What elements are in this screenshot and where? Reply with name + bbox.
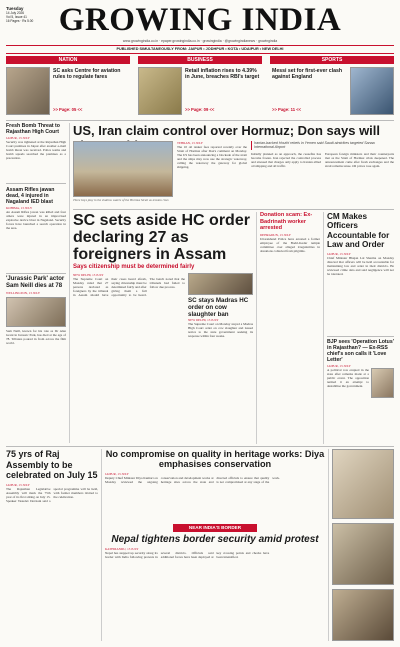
side-ad xyxy=(332,449,394,641)
teaser-tag: BUSINESS xyxy=(138,56,262,64)
bjp-headline: BJP sees 'Operation Lotus' in Rajasthan? — Ex-RSS chief's son calls it 'Love Letter' xyxy=(327,339,394,363)
column-rule xyxy=(101,449,102,641)
teaser-headline: Retail inflation rises to 4.39% in June, breaches RBI's target xyxy=(185,68,260,81)
epaper-link[interactable]: epaper.growingindia.co.in xyxy=(161,39,200,43)
teaser-image xyxy=(138,67,182,115)
issue-date: 14 July 2026 xyxy=(6,11,25,15)
masthead-rule xyxy=(6,45,394,46)
madras-headline: SC stays Madras HC order on cow slaughter ban xyxy=(188,297,249,318)
cm-dateline: JAIPUR, 13 JULY xyxy=(327,251,351,256)
teaser-rule xyxy=(6,120,394,121)
side-photo xyxy=(332,523,394,585)
column-rule xyxy=(323,212,324,444)
lead-col-1 xyxy=(177,141,247,205)
madras-photo xyxy=(188,273,253,295)
lead-rule xyxy=(73,209,394,210)
border-label: NEAR INDIA'S BORDER xyxy=(173,524,257,532)
article-headline: Fresh Bomb Threat to Rajasthan High Court xyxy=(6,123,60,135)
donation-block xyxy=(260,212,320,427)
side-photo xyxy=(332,589,394,641)
donation-body: Uttarakhand Police have arrested a former employee of the Badri-Kedar temple committee over alleged irregularities in donations collected from pilgrims. xyxy=(260,236,320,253)
lead-body: Initially planned as an approach, the ceasefire has become frozen. Iran rejected the controlled process and stressed that charges only apply to Iranian allied oil shipping and all traffic. xyxy=(251,151,321,169)
cm-block xyxy=(327,212,394,336)
lead-dateline: TEHRAN, 13 JULY xyxy=(177,141,203,145)
teaser-page: >> Page: 11 << xyxy=(272,107,302,112)
column-rule xyxy=(69,123,70,443)
border-body: Nepal has stepped up security along its border with India following protests in several districts. Officials said additional forces have been deployed at key crossing points and checks have been intensified. xyxy=(105,551,270,560)
teaser-tag: NATION xyxy=(6,56,130,64)
side-photo xyxy=(332,449,394,519)
assam-subhead: Says citizenship must be determined fairly xyxy=(73,264,195,270)
madras-block xyxy=(188,273,253,432)
lead-body: The 10 oil tanker fees reported recently over the Strait of Hormuz after Don's comment on Monday. The US has been announcing a blockade of the strait and the ships may now use the strategic waterway, calling the waterway the gateway for global shipping. xyxy=(177,145,247,170)
website-link[interactable]: www.growingindia.co.in xyxy=(122,39,159,43)
bjp-dateline: JAIPUR, 13 JULY xyxy=(327,364,351,368)
article-body: Security was tightened at the Rajasthan High Court premises in Jaipur after another e-mail bomb threat was received. Police teams and bomb squads searched the premises as a precaution. xyxy=(6,140,66,161)
lead-photo xyxy=(73,141,173,197)
teaser-sports[interactable] xyxy=(270,56,394,118)
assam-dateline: NEW DELHI, 13 JULY xyxy=(73,273,104,277)
newspaper-title: GROWING INDIA xyxy=(58,2,342,38)
divider xyxy=(6,183,66,184)
border-block xyxy=(105,524,325,635)
quality-block xyxy=(105,449,325,520)
teaser-nation[interactable] xyxy=(6,56,130,118)
assam-body: The Supreme Court on Monday ruled that 27 persons declared as foreigners by the tribunal in Assam should have their cases heard afresh, saying citizenship must be determined fairly and after giving them a full opportunity to be heard. The bench noted that the tribunals had failed to follow due process. xyxy=(73,277,185,298)
border-dateline: KATHMANDU, 13 JULY xyxy=(105,547,139,551)
teaser-tag: SPORTS xyxy=(270,56,394,64)
issue-pages: 16 Pages · Rs 5.00 xyxy=(6,19,34,23)
teaser-image xyxy=(350,67,394,115)
border-headline: Nepal tightens border security amid protest xyxy=(111,534,319,545)
article-body: Sam Neill, known for his role as Dr Alan Grant in Jurassic Park, has died at the age of 78. Tributes poured in from across the film world. xyxy=(6,329,66,346)
article-dateline: KOHIMA, 13 JULY xyxy=(6,205,33,210)
madras-body: The Supreme Court on Monday stayed a Madras High Court order on cow slaughter and issued notice to the state government seeking its response within four weeks. xyxy=(188,322,253,339)
quality-dateline: JAIPUR, 13 JULY xyxy=(105,471,129,476)
contact-bar: www.growingindia.co.in · epaper.growingindia.co.in · growingindia · @growingindianews · growingindia xyxy=(122,39,278,43)
assam-body-block xyxy=(73,273,185,429)
teaser-headline: Messi set for first-ever clash against England xyxy=(272,68,343,81)
editions-line: PUBLISHED SIMULTANEOUSLY FROM: JAIPUR • JODHPUR • KOTA • UDAIPUR • NEW DELHI xyxy=(116,47,284,51)
teaser-headline: SC asks Centre for aviation rules to regulate fares xyxy=(53,68,121,81)
cm-headline: CM Makes Officers Accountable for Law and Order xyxy=(327,212,390,250)
donation-title: Donation scam: Ex-Badrinath worker arrested xyxy=(260,212,313,231)
lead-headline: US, Iran claim control over Hormuz; Don says will xyxy=(73,123,381,138)
assembly-dateline: JAIPUR, 13 JULY xyxy=(6,482,30,487)
assembly-block xyxy=(6,449,98,637)
cm-rule xyxy=(327,336,394,337)
article-headline: 'Jurassic Park' actor Sam Neill dies at 78 xyxy=(6,276,65,290)
column-rule xyxy=(256,212,257,444)
bjp-photo xyxy=(371,368,394,398)
editions-rule xyxy=(6,53,394,54)
instagram-link[interactable]: growingindia xyxy=(258,39,278,43)
bottom-rule xyxy=(6,446,394,447)
assam-headline: SC sets aside HC order declaring 27 as foreigners in Assam xyxy=(73,212,250,263)
twitter-link[interactable]: @growingindianews xyxy=(224,39,256,43)
quality-body: Deputy Chief Minister Diya Kumari on Monday reviewed the ongoing conservation and development works at heritage sites across the state and directed officials to ensure that quality is not compromised at any stage of the work. xyxy=(105,475,280,484)
lead-image-block xyxy=(73,141,173,202)
bjp-body: A political row erupted in the state after remarks made at a public event. The opposition termed it an attempt to destabilise the government. xyxy=(327,368,369,389)
teaser-strip xyxy=(6,56,394,118)
cm-body: Chief Minister Bhajan Lal Sharma on Monday directed that officers will be held accountable for maintaining law and order in their districts. He reviewed crime data and said negligence will not be tolerated. xyxy=(327,255,394,276)
assembly-headline: 75 yrs of Raj Assembly to be celebrated on July 15 xyxy=(6,449,98,480)
left-column xyxy=(6,123,66,443)
issue-volume: Vol 5, Issue 41 xyxy=(6,15,27,19)
article-headline: Assam Rifles jawan dead, 4 injured in Nagaland IED blast xyxy=(6,186,55,205)
donation-dateline: DEHRADUN, 13 JULY xyxy=(260,232,291,237)
quality-headline: No compromise on quality in heritage works: Diya emphasises conservation xyxy=(105,449,325,470)
article-dateline: WELLINGTON, 13 JULY xyxy=(6,291,41,296)
assembly-body: The Rajasthan Legislative Assembly will mark the 75th year of its first sitting on July 15. Speaker Vasudev Devnani said a special programme will be held, with former members invited to the celebration. xyxy=(6,486,98,503)
teaser-page: >> Page: 05 << xyxy=(53,107,83,112)
lead-subcaption: Iranian-backed Houthi rebels in Yemen said Saudi airstrikes targeted Sanaa International Airport xyxy=(251,141,394,150)
facebook-link[interactable]: growingindia xyxy=(202,39,222,43)
article-body: An Assam Rifles jawan was killed and four others were injured in an improvised explosive device blast in Nagaland. Security forces have launched a search operation in the area. xyxy=(6,209,66,230)
lead-col-2 xyxy=(251,141,394,204)
teaser-image xyxy=(6,67,50,115)
lead-caption: Three boys play in the shallow waters of the Hormuz Strait as tension rises xyxy=(73,198,169,202)
issue-day: Tuesday xyxy=(6,6,24,11)
actor-photo xyxy=(6,297,66,327)
divider xyxy=(6,273,66,274)
column-rule xyxy=(328,449,329,641)
teaser-page: >> Page: 09 << xyxy=(185,107,215,112)
lead-body: European foreign ministers and their counterparts met as the Strait of Hormuz crisis deepened. The announcement came after fresh exchanges and the strait remains tense. Oil prices rose again. xyxy=(325,151,394,169)
bjp-block xyxy=(327,339,394,430)
madras-dateline: NEW DELHI, 13 JULY xyxy=(188,318,219,322)
teaser-business[interactable] xyxy=(138,56,262,118)
article-dateline: JAIPUR, 13 JULY xyxy=(6,136,30,140)
